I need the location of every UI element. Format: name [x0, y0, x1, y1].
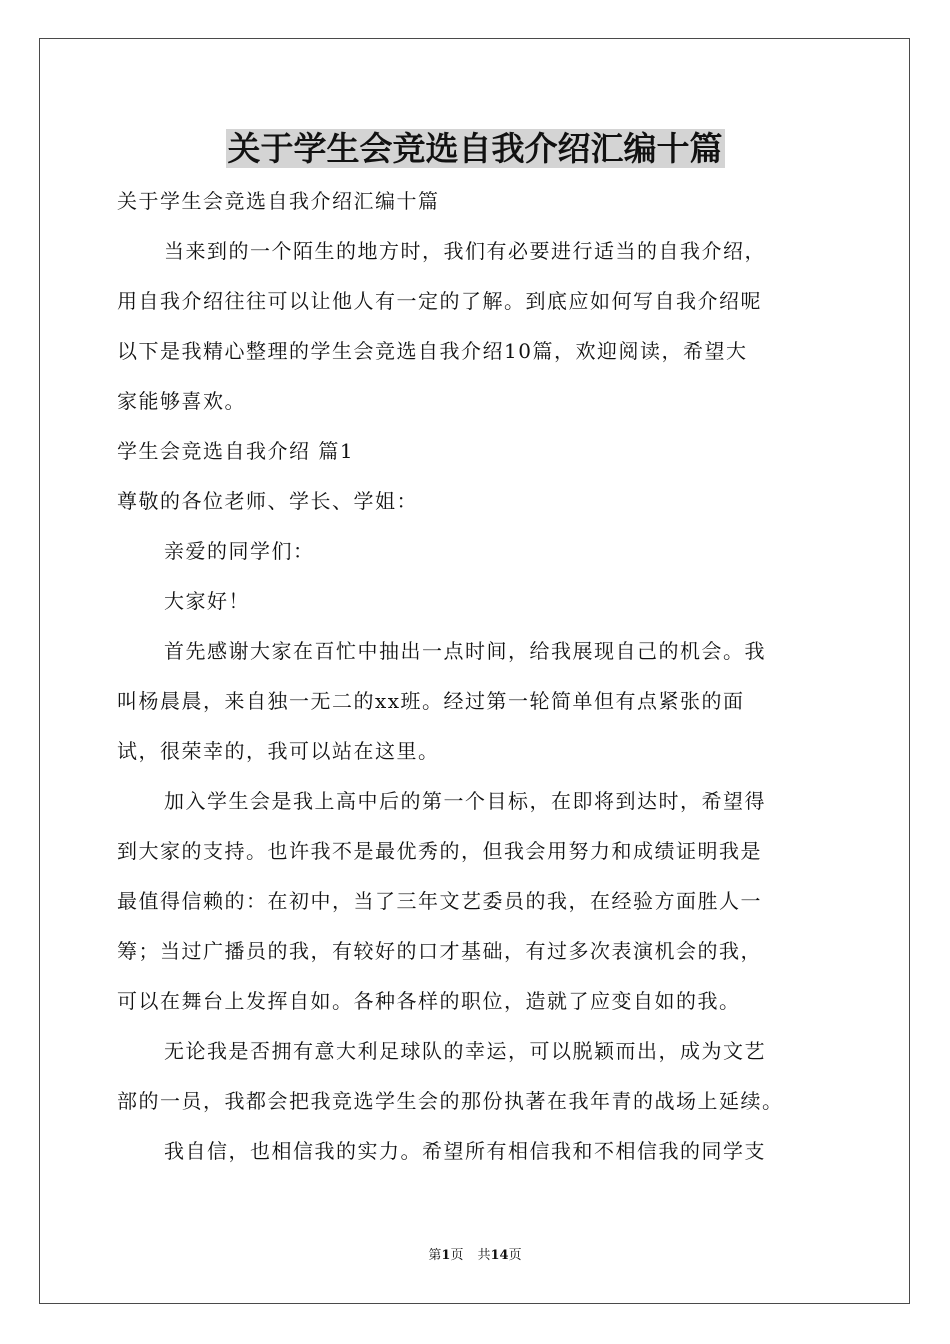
paragraph-line: 亲爱的同学们：	[164, 539, 315, 563]
paragraph-line: 首先感谢大家在百忙中抽出一点时间，给我展现自己的机会。我	[164, 639, 766, 663]
paragraph-line: 加入学生会是我上高中后的第一个目标，在即将到达时，希望得	[164, 789, 766, 813]
paragraph-line: 用自我介绍往往可以让他人有一定的了解。到底应如何写自我介绍呢	[117, 289, 762, 313]
paragraph-line: 大家好！	[164, 589, 250, 613]
total-prefix: 共	[477, 1248, 491, 1263]
document-body	[117, 176, 837, 1176]
paragraph-line: 部的一员，我都会把我竞选学生会的那份执著在我年青的战场上延续。	[117, 1089, 784, 1113]
paragraph-line: 到大家的支持。也许我不是最优秀的，但我会用努力和成绩证明我是	[117, 839, 762, 863]
paragraph-line: 筹；当过广播员的我，有较好的口才基础，有过多次表演机会的我，	[117, 939, 762, 963]
total-suffix: 页	[508, 1248, 522, 1263]
paragraph-line: 尊敬的各位老师、学长、学姐：	[117, 489, 418, 513]
document-title: 关于学生会竞选自我介绍汇编十篇	[227, 129, 723, 168]
page-suffix: 页	[450, 1248, 464, 1263]
section-heading: 学生会竞选自我介绍 篇1	[117, 439, 355, 463]
paragraph-line: 关于学生会竞选自我介绍汇编十篇	[117, 189, 440, 213]
paragraph-line: 叫杨晨晨，来自独一无二的xx班。经过第一轮简单但有点紧张的面	[117, 689, 745, 713]
page-number: 1	[441, 1248, 451, 1263]
page-footer	[0, 1246, 950, 1266]
paragraph-line: 可以在舞台上发挥自如。各种各样的职位，造就了应变自如的我。	[117, 989, 741, 1013]
paragraph-line: 当来到的一个陌生的地方时，我们有必要进行适当的自我介绍，	[164, 239, 766, 263]
paragraph-line: 以下是我精心整理的学生会竞选自我介绍10篇，欢迎阅读，希望大	[117, 339, 748, 363]
page-prefix: 第	[428, 1248, 442, 1263]
paragraph-line: 试，很荣幸的，我可以站在这里。	[117, 739, 440, 763]
total-pages: 14	[490, 1248, 509, 1263]
paragraph-line: 家能够喜欢。	[117, 389, 246, 413]
paragraph-line: 最值得信赖的：在初中，当了三年文艺委员的我，在经验方面胜人一	[117, 889, 762, 913]
paragraph-line: 无论我是否拥有意大利足球队的幸运，可以脱颖而出，成为文艺	[164, 1039, 766, 1063]
paragraph-line: 我自信，也相信我的实力。希望所有相信我和不相信我的同学支	[164, 1139, 766, 1163]
